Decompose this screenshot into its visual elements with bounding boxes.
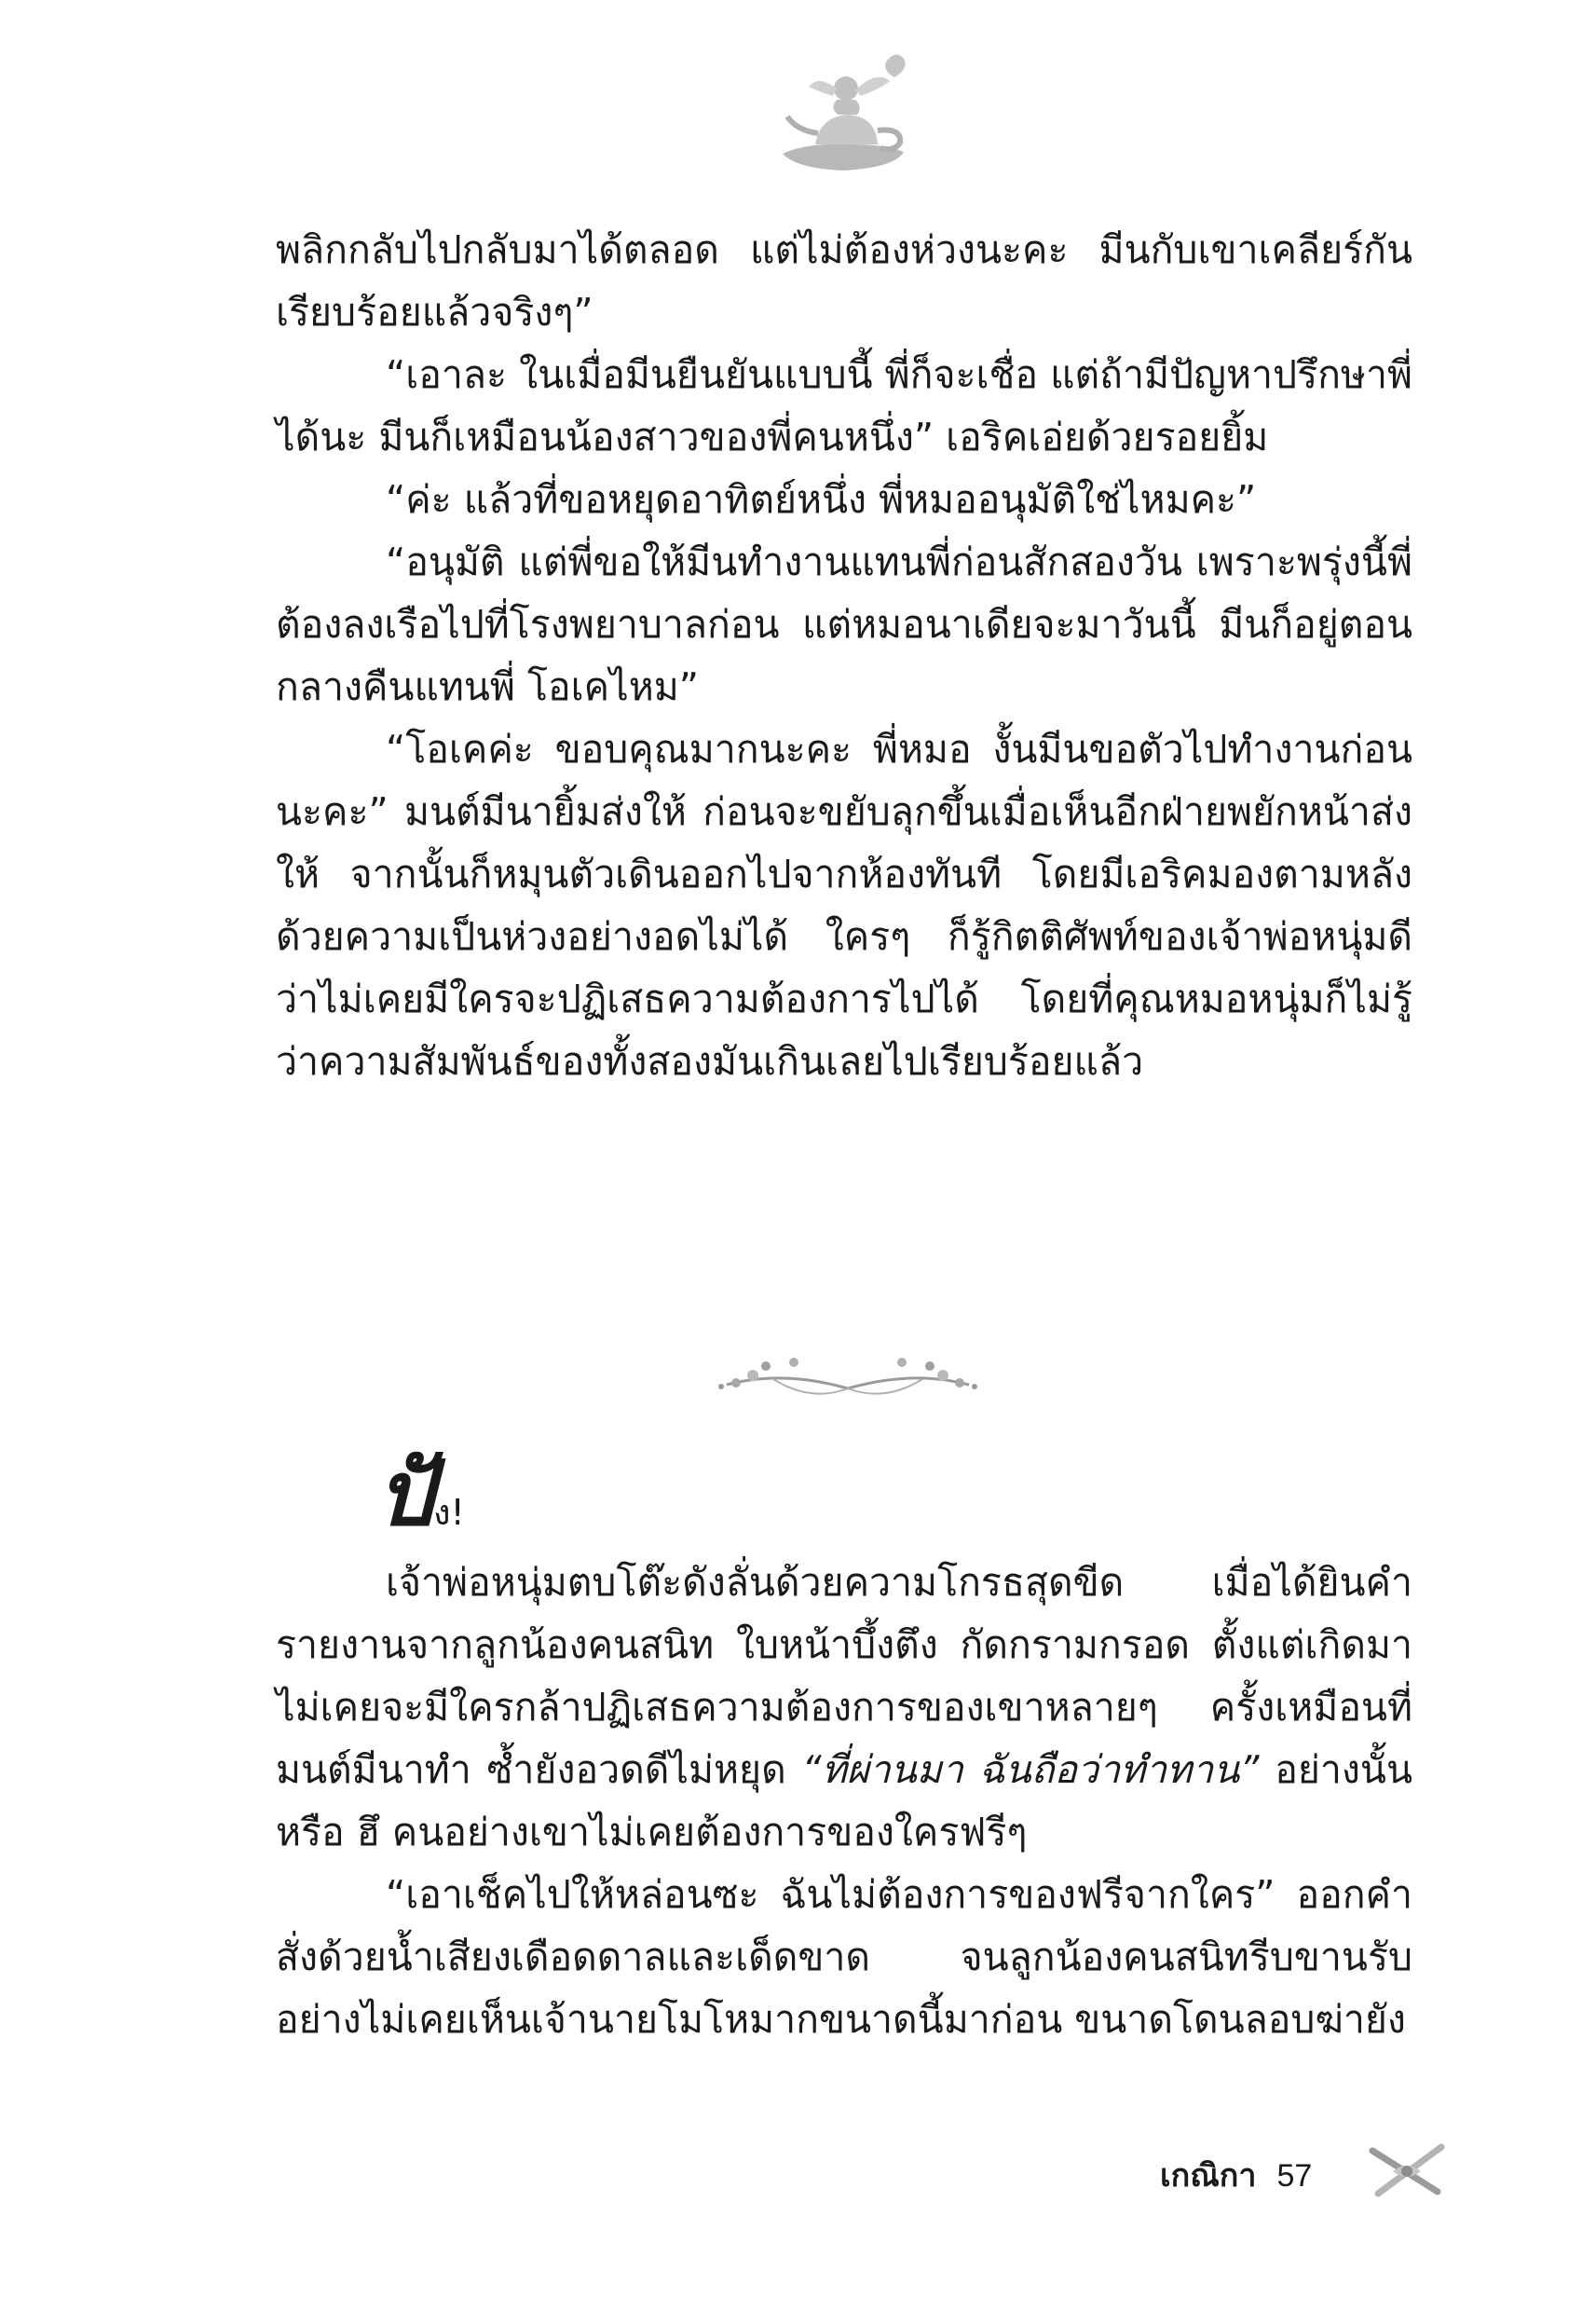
floral-divider-icon [708, 1351, 988, 1407]
dropcap-rest: ง! [432, 1492, 465, 1533]
body-text-bottom [276, 1552, 1412, 2051]
book-title: เกณิกา [1160, 2157, 1257, 2195]
dropcap-letter: ปั [376, 1441, 433, 1546]
page-number: 57 [1276, 2158, 1313, 2194]
paragraph: “ค่ะ แล้วที่ขอหยุดอาทิตย์หนึ่ง พี่หมออนุมัติใช่ไหมคะ” [386, 477, 1257, 522]
paragraph: “เอาเช็คไปให้หล่อนซะ ฉันไม่ต้องการของฟรีจากใคร” ออกคำสั่งด้วยน้ำเสียงเดือดดาลและเด็ดขาด จนลูกน้องคนสนิทรีบขานรับอย่างไม่เคยเห็นเจ้านายโมโหมากขนาดนี้มาก่อน ขนาดโดนลอบฆ่ายัง [276, 1872, 1412, 2042]
italic-quote: “ที่ผ่านมา ฉันถือว่าทำทาน” [801, 1747, 1260, 1792]
paragraph: พลิกกลับไปกลับมาได้ตลอด แต่ไม่ต้องห่วงนะคะ มีนกับเขาเคลียร์กันเรียบร้อยแล้วจริงๆ” [276, 227, 1412, 335]
page-footer [1160, 2148, 1312, 2204]
paragraph-text: เจ้าพ่อหนุ่มตบโต๊ะดังลั่นด้วยความโกรธสุดขีด เมื่อได้ยินคำรายงานจากลูกน้องคนสนิท ใบหน้าบึ้งตึง กัดกรามกรอด ตั้งแต่เกิดมาไม่เคยจะมีใครกล้าปฏิเสธความต้องการของเขาหลายๆ ครั้งเหมือนที่มนต์มีนาทำ ซ้ำยังอวดดีไม่หยุด [276, 1560, 1412, 1792]
body-text-top [276, 219, 1412, 1093]
paragraph: “โอเคค่ะ ขอบคุณมากนะคะ พี่หมอ งั้นมีนขอตัวไปทำงานก่อนนะคะ” มนต์มีนายิ้มส่งให้ ก่อนจะขยับลุกขึ้นเมื่อเห็นอีกฝ่ายพยักหน้าส่งให้ จากนั้นก็หมุนตัวเดินออกไปจากห้องทันที โดยมีเอริคมองตามหลังด้วยความเป็นห่วงอย่างอดไม่ได้ ใครๆ ก็รู้กิตติศัพท์ของเจ้าพ่อหนุ่มดี ว่าไม่เคยมีใครจะปฏิเสธความต้องการไปได้ โดยที่คุณหมอหนุ่มก็ไม่รู้ว่าความสัมพันธ์ของทั้งสองมันเกินเลยไปเรียบร้อยแล้ว [276, 727, 1412, 1084]
chapter-dropcap [376, 1441, 465, 1561]
cupid-teapot-ornament-icon [764, 51, 922, 182]
paragraph-text: อย่างนั้นหรือ ฮึ คนอย่างเขาไม่เคยต้องการของใครฟรีๆ [276, 1747, 1412, 1854]
paragraph [276, 1552, 1412, 1864]
crossed-swords-icon [1365, 2134, 1449, 2208]
paragraph: “อนุมัติ แต่พี่ขอให้มีนทำงานแทนพี่ก่อนสักสองวัน เพราะพรุ่งนี้พี่ต้องลงเรือไปที่โรงพยาบาลก่อน แต่หมอนาเดียจะมาวันนี้ มีนก็อยู่ตอนกลางคืนแทนพี่ โอเคไหม” [276, 540, 1412, 709]
paragraph: “เอาละ ในเมื่อมีนยืนยันแบบนี้ พี่ก็จะเชื่อ แต่ถ้ามีปัญหาปรึกษาพี่ได้นะ มีนก็เหมือนน้องสาวของพี่คนหนึ่ง” เอริคเอ่ยด้วยรอยยิ้ม [276, 352, 1412, 459]
